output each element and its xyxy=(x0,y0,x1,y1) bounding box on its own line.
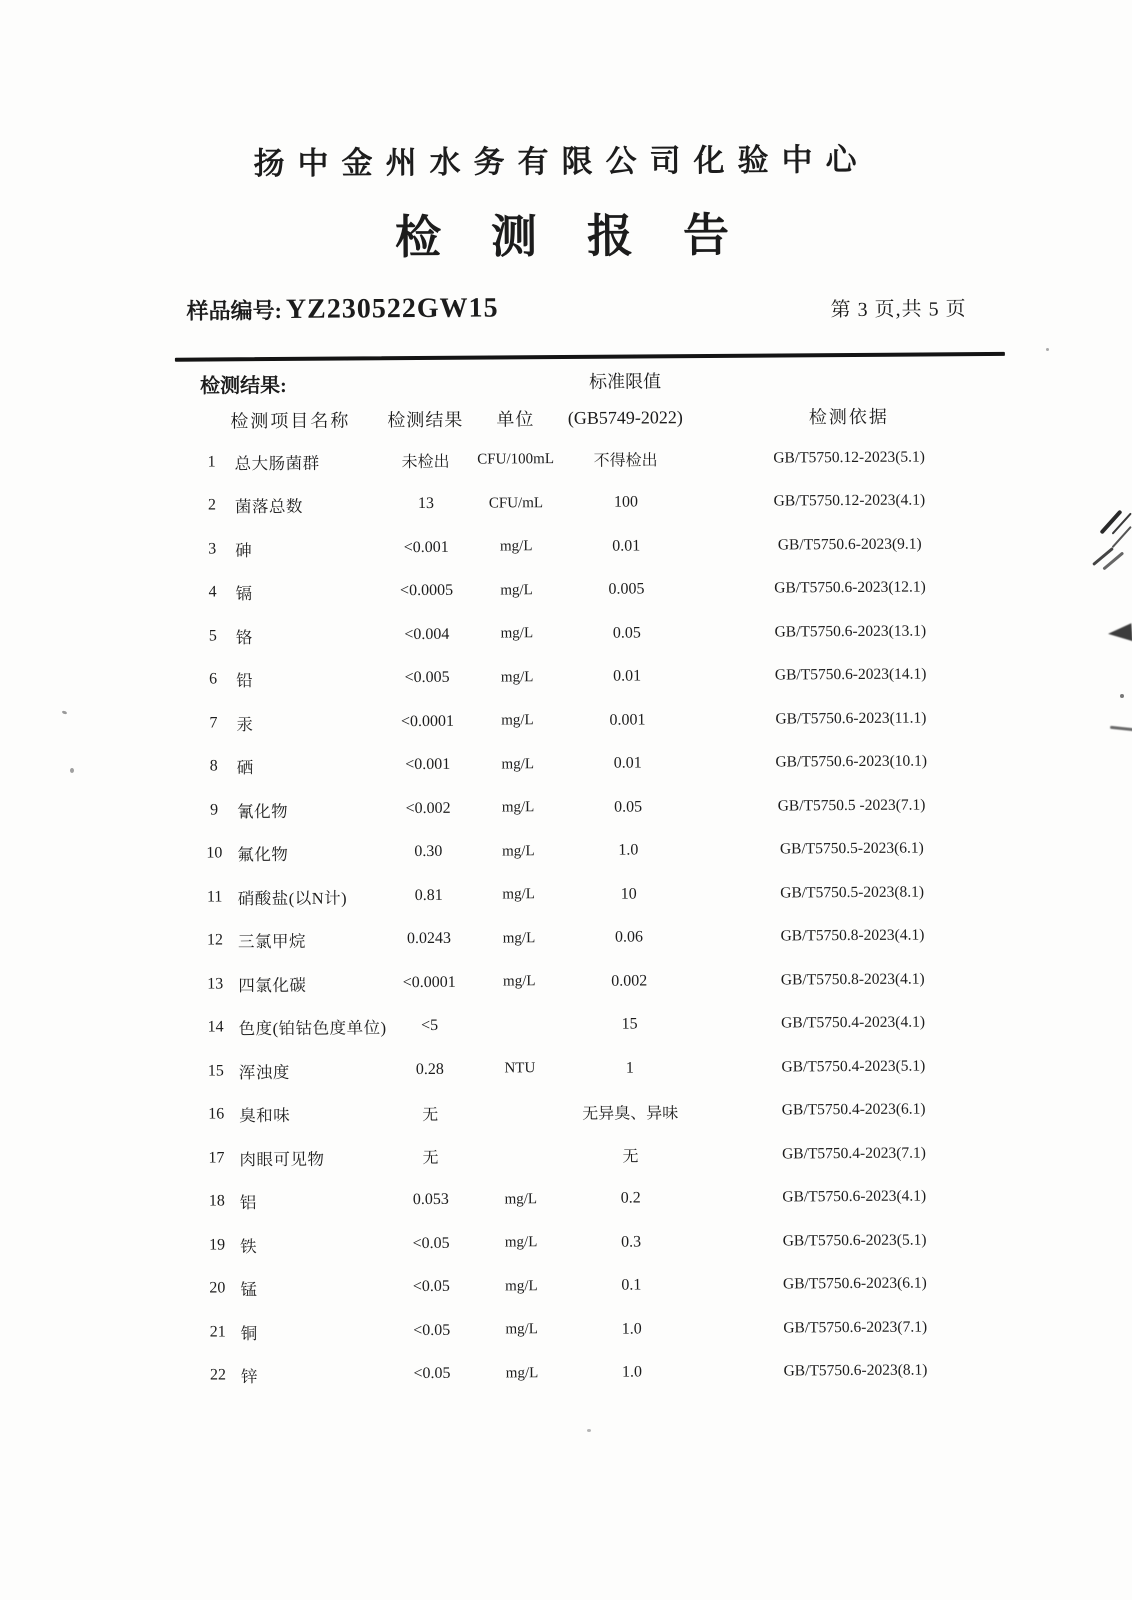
cell-basis: GB/T5750.4-2023(5.1) xyxy=(781,1057,926,1076)
cell-limit: 无 xyxy=(622,1148,639,1166)
cell-result: <0.001 xyxy=(405,756,451,774)
cell-basis: GB/T5750.6-2023(7.1) xyxy=(783,1318,928,1337)
cell-name: 臭和味 xyxy=(239,1106,291,1126)
column-header-result: 检测结果 xyxy=(387,409,464,431)
cell-unit: mg/L xyxy=(505,1277,538,1295)
cell-no: 22 xyxy=(209,1366,227,1384)
table-row xyxy=(193,566,968,615)
cell-name: 四氯化碳 xyxy=(238,975,307,996)
table-header-row xyxy=(192,395,967,440)
sample-number-value: YZ230522GW15 xyxy=(285,292,499,325)
cell-unit: NTU xyxy=(504,1060,536,1077)
cell-basis: GB/T5750.6-2023(10.1) xyxy=(775,752,928,771)
section-label: 检测结果: xyxy=(200,374,287,398)
table-row xyxy=(196,914,971,963)
cell-limit: 0.01 xyxy=(612,537,641,555)
cell-unit: mg/L xyxy=(502,973,536,990)
cell-result: 13 xyxy=(417,495,434,513)
cell-unit: CFU/mL xyxy=(488,494,544,512)
cell-limit: 15 xyxy=(621,1015,638,1033)
cell-limit: 0.05 xyxy=(613,798,643,816)
cell-result: <0.004 xyxy=(404,625,450,643)
cell-result: <0.05 xyxy=(412,1234,450,1252)
cell-result: <5 xyxy=(420,1017,439,1035)
sample-number-line xyxy=(186,292,498,326)
cell-limit: 0.01 xyxy=(613,754,642,772)
table-row xyxy=(194,609,969,658)
cell-result: <0.05 xyxy=(413,1321,451,1339)
cell-unit: mg/L xyxy=(501,712,534,729)
cell-result: <0.0005 xyxy=(399,582,454,600)
cell-no: 13 xyxy=(207,975,224,993)
cell-result: <0.05 xyxy=(413,1365,451,1383)
cell-no: 9 xyxy=(209,801,219,819)
cell-basis: GB/T5750.5-2023(8.1) xyxy=(780,883,925,902)
cell-no: 17 xyxy=(208,1149,225,1167)
table-row xyxy=(195,783,970,832)
cell-no: 2 xyxy=(207,496,216,514)
organization-title: 扬中金州水务有限公司化验中心 xyxy=(253,141,870,182)
cell-unit: mg/L xyxy=(500,581,533,599)
cell-basis: GB/T5750.6-2023(11.1) xyxy=(775,709,927,728)
cell-limit: 1 xyxy=(625,1059,634,1077)
cell-name: 三氯甲烷 xyxy=(237,932,307,952)
cell-result: <0.002 xyxy=(405,799,451,817)
cell-result: 0.30 xyxy=(414,843,443,861)
cell-no: 11 xyxy=(206,888,223,906)
cell-limit: 1.0 xyxy=(621,1363,643,1381)
cell-name: 锰 xyxy=(240,1280,258,1300)
table-row xyxy=(195,740,970,789)
cell-limit: 0.3 xyxy=(621,1233,642,1251)
cell-unit xyxy=(475,1156,565,1157)
cell-result: 未检出 xyxy=(401,454,450,472)
cell-unit: mg/L xyxy=(499,538,533,555)
cell-result: <0.05 xyxy=(412,1278,450,1296)
cell-limit: 无异臭、异味 xyxy=(582,1104,679,1123)
cell-unit: mg/L xyxy=(502,886,535,903)
cell-name: 总大肠菌群 xyxy=(234,453,320,474)
cell-basis: GB/T5750.6-2023(5.1) xyxy=(782,1231,927,1250)
cell-no: 21 xyxy=(209,1323,226,1341)
cell-limit: 不得检出 xyxy=(593,452,658,471)
cell-limit: 0.01 xyxy=(613,667,642,685)
cell-name: 肉眼可见物 xyxy=(239,1149,325,1170)
cell-name: 铁 xyxy=(240,1236,258,1257)
cell-basis: GB/T5750.5-2023(6.1) xyxy=(779,839,924,858)
cell-limit: 0.001 xyxy=(609,711,646,729)
table-row xyxy=(196,957,971,1006)
cell-unit: mg/L xyxy=(502,842,535,860)
cell-unit xyxy=(475,1112,565,1113)
cell-unit: mg/L xyxy=(501,755,535,773)
cell-name: 氟化物 xyxy=(237,845,289,865)
cell-name: 铝 xyxy=(239,1193,257,1213)
cell-name: 色度(铂钴色度单位) xyxy=(238,1018,387,1039)
cell-basis: GB/T5750.6-2023(4.1) xyxy=(782,1187,927,1206)
cell-name: 铬 xyxy=(235,627,253,648)
table-body xyxy=(192,435,974,1397)
table-row xyxy=(194,653,969,702)
cell-name: 铜 xyxy=(240,1323,258,1344)
table-row xyxy=(193,479,968,528)
cell-unit xyxy=(475,1025,565,1026)
cell-no: 16 xyxy=(208,1105,225,1123)
cell-unit: mg/L xyxy=(505,1364,539,1382)
table-row xyxy=(193,522,968,571)
cell-basis: GB/T5750.8-2023(4.1) xyxy=(780,926,925,945)
cell-result: 0.053 xyxy=(412,1191,449,1209)
cell-no: 1 xyxy=(207,453,216,471)
cell-name: 砷 xyxy=(235,540,253,561)
cell-basis: GB/T5750.6-2023(12.1) xyxy=(774,578,926,597)
table-row xyxy=(194,696,969,745)
cell-name: 镉 xyxy=(235,584,253,604)
table-row xyxy=(197,1131,972,1180)
cell-basis: GB/T5750.6-2023(9.1) xyxy=(777,535,922,554)
cell-result: 0.81 xyxy=(414,886,443,904)
table-row xyxy=(192,435,967,484)
table-row xyxy=(199,1305,974,1354)
table-row xyxy=(197,1044,972,1093)
cell-no: 15 xyxy=(207,1062,224,1080)
column-header-unit: 单位 xyxy=(496,409,535,430)
cell-no: 14 xyxy=(207,1018,224,1036)
cell-name: 浑浊度 xyxy=(238,1062,290,1083)
table-row xyxy=(195,827,970,876)
cell-no: 18 xyxy=(208,1192,225,1210)
table-row xyxy=(198,1262,973,1311)
cell-result: <0.0001 xyxy=(402,973,456,991)
cell-result: 无 xyxy=(422,1150,439,1168)
cell-limit: 0.06 xyxy=(614,928,644,946)
cell-name: 氰化物 xyxy=(237,801,289,822)
cell-name: 锌 xyxy=(240,1367,259,1387)
cell-result: <0.005 xyxy=(404,669,450,687)
cell-limit: 1.0 xyxy=(621,1320,642,1338)
cell-no: 5 xyxy=(208,627,217,645)
cell-basis: GB/T5750.6-2023(6.1) xyxy=(782,1274,927,1293)
cell-name: 硒 xyxy=(236,758,254,778)
cell-result: 0.28 xyxy=(415,1060,444,1078)
cell-no: 12 xyxy=(206,931,224,949)
cell-no: 8 xyxy=(209,757,218,775)
cell-basis: GB/T5750.4-2023(4.1) xyxy=(781,1013,926,1032)
column-header-name: 检测项目名称 xyxy=(230,410,351,432)
cell-no: 6 xyxy=(209,670,218,688)
cell-limit: 10 xyxy=(620,885,637,903)
column-header-basis: 检测依据 xyxy=(808,406,889,428)
table-section-row xyxy=(192,361,967,400)
cell-unit: mg/L xyxy=(501,799,535,816)
cell-no: 20 xyxy=(209,1279,226,1297)
cell-basis: GB/T5750.6-2023(13.1) xyxy=(774,622,927,641)
cell-basis: GB/T5750.4-2023(6.1) xyxy=(781,1100,926,1119)
cell-no: 4 xyxy=(208,583,217,601)
cell-limit: 1.0 xyxy=(618,841,639,859)
cell-basis: GB/T5750.12-2023(4.1) xyxy=(773,491,926,510)
column-header-limit: (GB5749-2022) xyxy=(567,406,683,428)
cell-no: 7 xyxy=(209,714,218,732)
cell-unit: mg/L xyxy=(505,1321,539,1338)
cell-unit: mg/L xyxy=(500,625,534,642)
cell-result: <0.001 xyxy=(403,538,449,556)
cell-name: 硝酸盐(以N计) xyxy=(237,888,348,909)
cell-unit: mg/L xyxy=(504,1190,538,1208)
page-number: 第 3 页,共 5 页 xyxy=(830,298,967,322)
cell-name: 铅 xyxy=(236,671,254,691)
limit-header-top: 标准限值 xyxy=(589,371,662,392)
cell-basis: GB/T5750.6-2023(8.1) xyxy=(783,1361,928,1380)
cell-basis: GB/T5750.6-2023(14.1) xyxy=(774,665,927,684)
cell-limit: 0.002 xyxy=(611,972,648,990)
table-row xyxy=(198,1218,973,1267)
header-rule xyxy=(175,352,1005,361)
cell-name: 汞 xyxy=(236,714,254,735)
cell-unit: mg/L xyxy=(504,1234,538,1251)
cell-limit: 0.05 xyxy=(612,624,641,642)
cell-name: 菌落总数 xyxy=(234,497,304,517)
sample-number-label: 样品编号: xyxy=(186,297,282,324)
cell-unit: mg/L xyxy=(502,929,536,947)
cell-unit: CFU/100mL xyxy=(477,451,555,468)
cell-result: 0.0243 xyxy=(406,930,452,948)
cell-unit: mg/L xyxy=(500,668,534,686)
cell-no: 10 xyxy=(206,844,223,862)
table-row xyxy=(199,1349,974,1398)
cell-result: <0.0001 xyxy=(400,712,455,730)
table-row xyxy=(198,1175,973,1224)
table-row xyxy=(196,1001,971,1050)
table-row xyxy=(197,1088,972,1137)
cell-result: 无 xyxy=(422,1106,439,1124)
cell-limit: 0.2 xyxy=(620,1189,641,1207)
results-table xyxy=(192,361,974,1397)
cell-no: 19 xyxy=(209,1236,226,1254)
cell-basis: GB/T5750.12-2023(5.1) xyxy=(773,448,925,467)
cell-no: 3 xyxy=(208,540,217,558)
report-title: 检测报告 xyxy=(394,209,780,264)
cell-basis: GB/T5750.4-2023(7.1) xyxy=(782,1144,926,1163)
cell-limit: 100 xyxy=(613,493,638,511)
table-row xyxy=(196,870,971,919)
cell-basis: GB/T5750.5 -2023(7.1) xyxy=(777,796,926,815)
cell-limit: 0.1 xyxy=(621,1276,642,1294)
cell-basis: GB/T5750.8-2023(4.1) xyxy=(780,970,925,989)
cell-limit: 0.005 xyxy=(608,580,645,598)
